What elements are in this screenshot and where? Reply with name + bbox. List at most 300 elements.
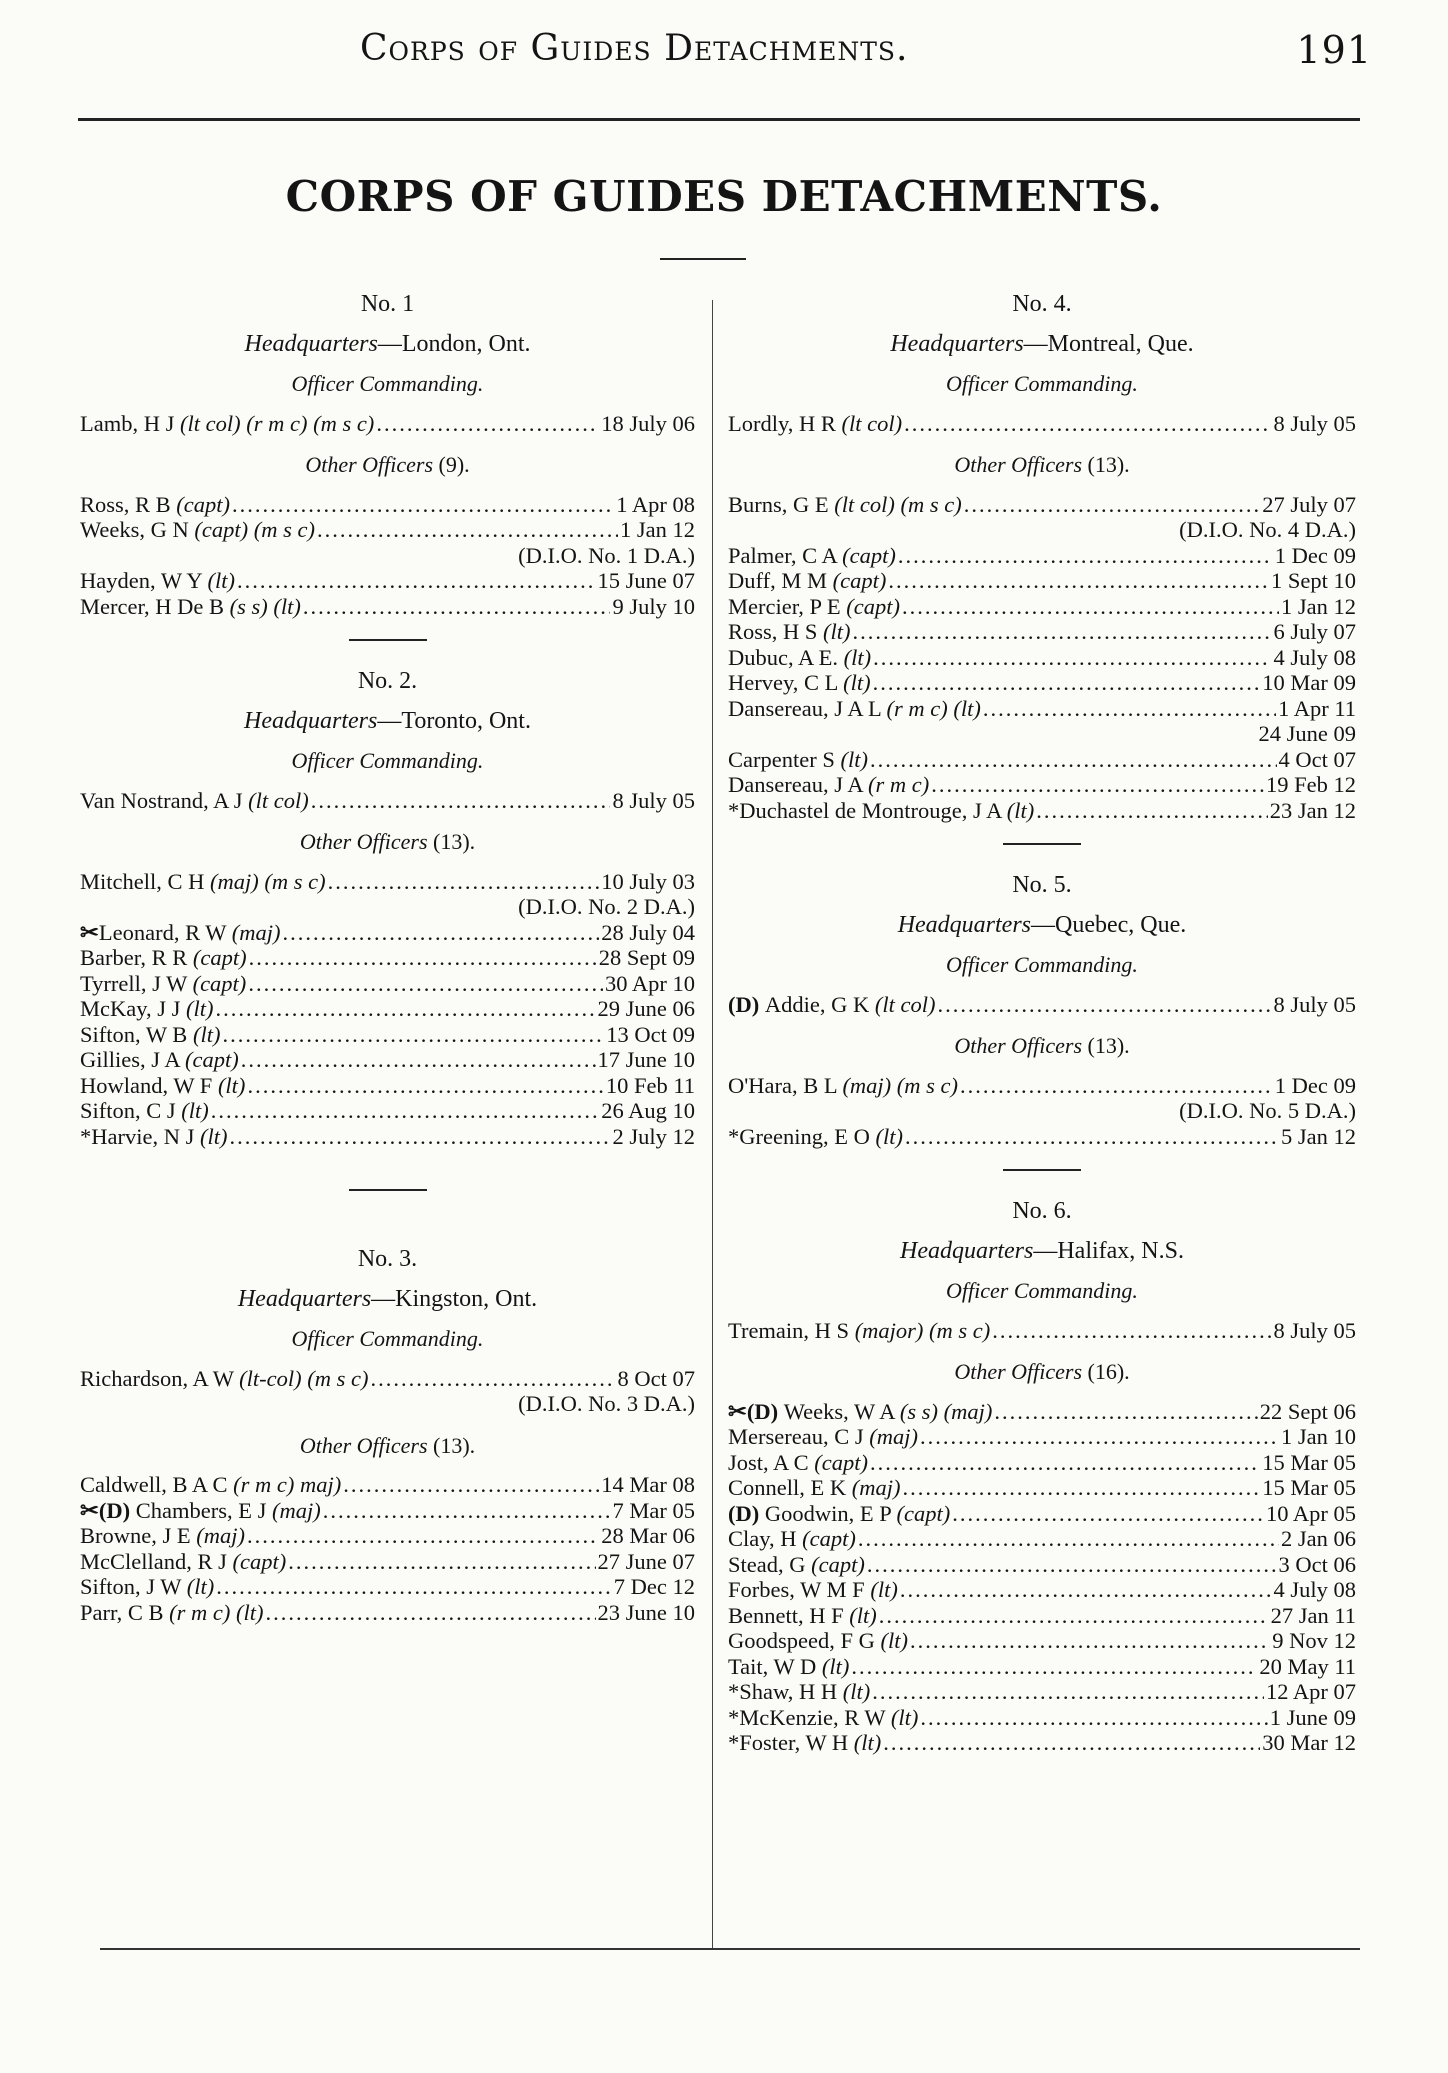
- leader-dots: [867, 1552, 1277, 1578]
- officer-name: *Shaw, H H: [728, 1679, 843, 1704]
- appointment-date: 8 July 05: [1273, 1317, 1356, 1343]
- officer-name: Tremain, H S: [728, 1317, 855, 1343]
- officer-rank: (capt): [232, 1548, 287, 1574]
- page-number: 191: [1296, 28, 1372, 72]
- other-officers-heading: [728, 1359, 1356, 1385]
- officer-name-group: [80, 1574, 214, 1600]
- appointment-date: 19 Feb 12: [1266, 772, 1356, 797]
- appointment-date: 4 July 08: [1273, 644, 1356, 670]
- officer-entry: [728, 1526, 1356, 1552]
- officer-name-group: [728, 772, 929, 798]
- officer-mark: ✂(D): [728, 1398, 784, 1424]
- officer-name: Goodwin, E P: [764, 1500, 897, 1526]
- section-separator: [349, 639, 427, 641]
- leader-dots: [229, 1124, 610, 1150]
- officer-entry: [728, 1450, 1356, 1476]
- headquarters-place: —Halifax, N.S.: [1033, 1237, 1184, 1264]
- officer-name-group: [728, 1399, 992, 1425]
- officer-rank: (r m c) (lt): [886, 695, 981, 721]
- officer-entry: [728, 747, 1356, 773]
- officer-rank: (lt col): [841, 410, 903, 436]
- officer-rank: (lt): [842, 1679, 871, 1704]
- officer-rank: (lt): [823, 619, 851, 644]
- officer-rank: (maj) (m s c): [842, 1072, 959, 1098]
- officer-name-group: [80, 869, 326, 895]
- leader-dots: [903, 1475, 1261, 1501]
- headquarters-place: —Montreal, Que.: [1023, 330, 1194, 357]
- other-officers-heading: [80, 1433, 695, 1459]
- officer-name: Carpenter S: [728, 746, 841, 772]
- officer-name-group: [728, 568, 886, 594]
- leader-dots: [303, 594, 611, 620]
- officer-name-group: [80, 1098, 209, 1124]
- appointment-date: 1 June 09: [1269, 1704, 1356, 1730]
- officer-entry: [728, 1730, 1356, 1756]
- officer-rank: (lt): [181, 1098, 209, 1123]
- appointment-date-continued: 24 June 09: [1258, 721, 1356, 746]
- officer-entry: [80, 517, 695, 543]
- officer-name-group: [728, 543, 896, 569]
- headquarters-label: Headquarters: [237, 1285, 372, 1312]
- officer-name: Burns, G E: [728, 491, 835, 517]
- officer-mark: (D): [728, 991, 765, 1017]
- headquarters-line: [80, 1287, 695, 1313]
- appointment-date: 1 Jan 10: [1281, 1424, 1356, 1449]
- dio-note: (D.I.O. No. 3 D.A.): [518, 1391, 695, 1416]
- leader-dots: [992, 1318, 1271, 1344]
- appointment-date: 1 Dec 09: [1274, 542, 1356, 568]
- officer-rank: (capt): [192, 970, 247, 996]
- officer-rank: (lt col): [248, 787, 309, 813]
- appointment-date: 27 Jan 11: [1270, 1602, 1356, 1628]
- running-head: [360, 28, 1390, 72]
- officer-commanding-label: Officer Commanding.: [946, 952, 1138, 977]
- leader-dots: [283, 920, 600, 946]
- other-officers-count: (13).: [427, 1432, 476, 1458]
- detachment-block: [728, 1199, 1356, 1756]
- officer-name-group: [728, 1526, 856, 1552]
- appointment-date: 2 Jan 06: [1281, 1526, 1356, 1551]
- leader-dots: [858, 1526, 1279, 1552]
- officer-entry: [728, 1654, 1356, 1680]
- headquarters-line: [728, 1239, 1356, 1265]
- appointment-date: 1 Jan 12: [620, 517, 695, 542]
- officer-name-group: [80, 971, 246, 997]
- officer-name: McClelland, R J: [80, 1548, 233, 1574]
- detachment-block: [728, 873, 1356, 1149]
- officer-name: Tait, W D: [728, 1653, 822, 1679]
- appointment-date: 10 July 03: [601, 868, 695, 894]
- officer-name-group: [728, 594, 900, 620]
- officer-rank: (lt): [1006, 797, 1035, 823]
- appointment-date: 1 Sept 10: [1270, 568, 1356, 593]
- officer-name-group: [728, 411, 902, 437]
- officer-rank: (s s) (maj): [899, 1398, 993, 1424]
- leader-dots: [870, 1450, 1260, 1476]
- officer-rank: (maj): [196, 1523, 245, 1548]
- appointment-date: 20 May 11: [1259, 1653, 1356, 1679]
- officer-entry: [80, 1549, 695, 1575]
- officer-name-group: [728, 619, 851, 645]
- other-officers-heading: [80, 452, 695, 478]
- officer-name-group: [728, 1475, 901, 1501]
- officer-name-group: [728, 747, 868, 773]
- officer-entry: [80, 1098, 695, 1124]
- appointment-date: 23 Jan 12: [1269, 797, 1356, 823]
- officer-name: Mersereau, C J: [728, 1424, 870, 1449]
- officer-name: Clay, H: [728, 1526, 803, 1551]
- leader-dots: [328, 869, 600, 895]
- officer-entry: [728, 1577, 1356, 1603]
- other-officers-label: Other Officers: [954, 452, 1083, 477]
- appointment-date: 8 July 05: [1273, 410, 1356, 436]
- leader-dots: [317, 517, 618, 543]
- leader-dots: [883, 1730, 1260, 1756]
- officer-entry: [80, 594, 695, 620]
- officer-name-group: [80, 568, 235, 594]
- other-officers-label: Other Officers: [299, 1432, 428, 1458]
- appointment-date: 15 June 07: [597, 568, 695, 593]
- appointment-date: 9 July 10: [612, 593, 695, 619]
- left-column: [80, 292, 695, 1625]
- officer-rank: (lt col) (m s c): [834, 491, 962, 517]
- officer-rank: (capt): [832, 568, 887, 593]
- officer-entry: [80, 568, 695, 594]
- headquarters-label: Headquarters: [244, 330, 378, 357]
- dio-note: (D.I.O. No. 4 D.A.): [1179, 517, 1356, 542]
- officer-entry: [80, 1472, 695, 1498]
- appointment-date: 1 Apr 11: [1278, 695, 1356, 721]
- officer-commanding-label: Officer Commanding.: [291, 371, 484, 396]
- appointment-date: 8 July 05: [612, 787, 695, 813]
- officer-name-group: [80, 517, 315, 543]
- officer-entry: [728, 1399, 1356, 1425]
- leader-dots: [870, 747, 1277, 773]
- officer-name: Weeks, G N: [80, 517, 195, 542]
- leader-dots: [920, 1424, 1279, 1450]
- officer-entry: [728, 411, 1356, 437]
- other-officers-count: (13).: [427, 829, 476, 854]
- officer-name-group: [728, 1318, 990, 1344]
- officer-commanding-label: Officer Commanding.: [291, 748, 484, 773]
- officer-entry: [80, 1600, 695, 1626]
- leader-dots: [873, 645, 1271, 671]
- officer-name: McKay, J J: [80, 996, 187, 1021]
- officer-name-group: [80, 920, 281, 946]
- leader-dots: [904, 411, 1271, 437]
- officer-entry: [728, 594, 1356, 620]
- officer-name-group: [728, 1073, 958, 1099]
- officer-rank: (maj): [851, 1475, 901, 1500]
- officer-entry: [728, 1318, 1356, 1344]
- officer-name-group: [728, 670, 871, 696]
- officer-entry: [728, 568, 1356, 594]
- detachment-block: [728, 292, 1356, 823]
- officer-name-group: [728, 1705, 918, 1731]
- officer-entry: [728, 492, 1356, 518]
- officer-entry: [728, 1679, 1356, 1705]
- officer-rank: (lt): [186, 1574, 215, 1599]
- appointment-date: 23 June 10: [597, 1599, 695, 1625]
- officer-commanding-heading: [728, 1278, 1356, 1304]
- headquarters-label: Headquarters: [244, 707, 378, 734]
- officer-name-group: [728, 1654, 849, 1680]
- leader-dots: [920, 1705, 1267, 1731]
- officer-entry: [728, 645, 1356, 671]
- officer-name-group: [80, 1523, 245, 1549]
- appointment-date: 18 July 06: [601, 410, 695, 436]
- detachment-number: No. 6.: [1012, 1198, 1072, 1224]
- leader-dots: [248, 971, 603, 997]
- page-title: CORPS OF GUIDES DETACHMENTS.: [285, 172, 1163, 221]
- leader-dots: [898, 543, 1273, 569]
- officer-rank: (lt): [821, 1653, 850, 1679]
- detachment-number: No. 3.: [357, 1246, 418, 1272]
- leader-dots: [851, 1654, 1257, 1680]
- leader-dots: [241, 1047, 596, 1073]
- officer-name: Forbes, W M F: [728, 1577, 871, 1602]
- officer-name: Richardson, A W: [80, 1365, 240, 1391]
- dio-note: (D.I.O. No. 2 D.A.): [518, 894, 695, 919]
- leader-dots: [211, 1098, 599, 1124]
- officer-name: Connell, E K: [728, 1475, 852, 1500]
- officer-entry: [728, 992, 1356, 1018]
- officer-name-group: [728, 1603, 877, 1629]
- officer-entry: [728, 619, 1356, 645]
- officer-entry: [728, 543, 1356, 569]
- dio-note: (D.I.O. No. 5 D.A.): [1179, 1098, 1356, 1123]
- officer-rank: (r m c) maj): [233, 1472, 342, 1497]
- appointment-date: 30 Mar 12: [1262, 1730, 1356, 1755]
- headquarters-place: —London, Ont.: [377, 330, 531, 357]
- section-separator: [1003, 843, 1081, 845]
- officer-entry: [80, 996, 695, 1022]
- officer-rank: (lt): [192, 1021, 221, 1047]
- headquarters-place: —Quebec, Que.: [1031, 911, 1187, 938]
- officer-name-group: [728, 696, 981, 722]
- officer-name: Dansereau, J A L: [728, 695, 887, 721]
- leader-dots: [371, 1366, 616, 1392]
- officer-rank: (lt): [843, 644, 872, 670]
- leader-dots: [902, 594, 1279, 620]
- officer-name: Weeks, W A: [783, 1398, 900, 1424]
- leader-dots: [216, 1574, 612, 1600]
- officer-rank: (lt): [840, 746, 868, 772]
- detachment-block: [80, 1247, 695, 1625]
- officer-name-group: [728, 1501, 950, 1527]
- officer-name-group: [80, 411, 374, 437]
- officer-name: Dansereau, J A: [728, 772, 868, 797]
- appointment-date: 6 July 07: [1273, 619, 1356, 644]
- officer-rank: (s s) (lt): [229, 593, 301, 619]
- officer-entry: [728, 1501, 1356, 1527]
- officer-entry: [80, 492, 695, 518]
- appointment-date: 10 Mar 09: [1262, 670, 1356, 695]
- officer-name: Mercier, P E: [728, 593, 847, 619]
- officer-rank: (lt): [870, 1577, 898, 1602]
- appointment-date: 13 Oct 09: [606, 1021, 695, 1047]
- officer-entry: [728, 1603, 1356, 1629]
- officer-name: Goodspeed, F G: [728, 1628, 881, 1653]
- officer-name: *Foster, W H: [728, 1730, 854, 1755]
- appointment-date: 29 June 06: [597, 996, 695, 1021]
- officer-name-group: [80, 1073, 245, 1099]
- leader-dots: [311, 788, 611, 814]
- appointment-date: 17 June 10: [597, 1047, 695, 1072]
- officer-name-group: [80, 1549, 286, 1575]
- appointment-date: 8 Oct 07: [617, 1365, 695, 1391]
- other-officers-heading: [728, 452, 1356, 478]
- officer-name: Stead, G: [728, 1551, 812, 1577]
- leader-dots: [343, 1472, 599, 1498]
- officer-name-group: [728, 645, 871, 671]
- officer-rank: (lt-col) (m s c): [239, 1365, 369, 1391]
- officer-name: Addie, G K: [764, 991, 875, 1017]
- leader-dots: [265, 1600, 595, 1626]
- officer-rank: (lt): [843, 670, 871, 695]
- officer-rank: (capt) (m s c): [194, 517, 315, 542]
- officer-entry: [728, 670, 1356, 696]
- officer-commanding-heading: [80, 748, 695, 774]
- officer-name: *McKenzie, R W: [728, 1704, 891, 1730]
- officer-name-group: [728, 1577, 898, 1603]
- appointment-date: 7 Dec 12: [613, 1574, 695, 1599]
- officer-name-group: [728, 492, 962, 518]
- officer-entry: [728, 1552, 1356, 1578]
- other-officers-label: Other Officers: [954, 1359, 1083, 1384]
- officer-name: Bennett, H F: [728, 1602, 850, 1628]
- officer-entry: [728, 1424, 1356, 1450]
- officer-name: Tyrrell, J W: [80, 970, 193, 996]
- officer-name: Ross, H S: [728, 619, 824, 644]
- appointment-date: 7 Mar 05: [612, 1497, 695, 1523]
- officer-name: Duff, M M: [728, 568, 833, 593]
- officer-entry: [80, 1523, 695, 1549]
- appointment-date: 1 Dec 09: [1274, 1072, 1356, 1098]
- headquarters-place: —Kingston, Ont.: [371, 1285, 538, 1312]
- officer-name: Jost, A C: [728, 1449, 815, 1475]
- footer-rule: [100, 1948, 1360, 1950]
- officer-name: Hayden, W Y: [80, 568, 208, 593]
- officer-name-group: [80, 1472, 341, 1498]
- officer-name-group: [728, 1124, 903, 1150]
- officer-name: Lordly, H R: [728, 410, 842, 436]
- appointment-date: 27 June 07: [597, 1548, 695, 1574]
- officer-rank: (lt): [849, 1602, 877, 1628]
- officer-name: Dubuc, A E.: [728, 644, 844, 670]
- officer-name: Ross, R B: [80, 491, 177, 517]
- officer-rank: (maj): [271, 1497, 321, 1523]
- headquarters-line: [80, 709, 695, 735]
- officer-name-group: [80, 1047, 239, 1073]
- officer-entry: [80, 788, 695, 814]
- officer-name: Howland, W F: [80, 1072, 218, 1098]
- leader-dots: [964, 492, 1261, 518]
- section-separator: [349, 1189, 427, 1191]
- appointment-date: 8 July 05: [1273, 991, 1356, 1017]
- officer-commanding-label: Officer Commanding.: [946, 1278, 1138, 1303]
- officer-name: Palmer, C A: [728, 542, 843, 568]
- leader-dots: [952, 1501, 1264, 1527]
- leader-dots: [872, 1679, 1264, 1705]
- appointment-date: 27 July 07: [1262, 491, 1356, 517]
- officer-name: Chambers, E J: [135, 1497, 272, 1523]
- column-divider: [712, 300, 713, 1950]
- officer-name: Van Nostrand, A J: [80, 787, 249, 813]
- officer-name-group: [80, 1022, 220, 1048]
- officer-name: Leonard, R W: [98, 919, 232, 945]
- officer-name-group: [80, 1124, 227, 1150]
- officer-rank: (capt): [802, 1526, 856, 1551]
- officer-name-group: [80, 1366, 369, 1392]
- header-rule: [78, 118, 1360, 121]
- officer-name: Lamb, H J: [80, 410, 180, 436]
- officer-name-group: [728, 798, 1034, 824]
- officer-name: Parr, C B: [80, 1599, 170, 1625]
- appointment-date: 15 Mar 05: [1262, 1475, 1356, 1500]
- officer-entry: [80, 1498, 695, 1524]
- officer-rank: (lt): [207, 568, 235, 593]
- other-officers-count: (13).: [1082, 1033, 1130, 1058]
- other-officers-label: Other Officers: [299, 829, 428, 854]
- officer-rank: (major) (m s c): [854, 1317, 991, 1343]
- officer-rank: (lt): [217, 1072, 246, 1098]
- officer-entry: [80, 945, 695, 971]
- officer-name: Sifton, C J: [80, 1098, 182, 1123]
- officer-name-group: [80, 788, 309, 814]
- appointment-date: 9 Nov 12: [1272, 1628, 1356, 1653]
- officer-commanding-heading: [80, 371, 695, 397]
- officer-rank: (capt): [814, 1449, 869, 1475]
- officer-entry: [728, 696, 1356, 722]
- headquarters-label: Headquarters: [900, 1237, 1034, 1264]
- officer-name-group: [728, 1424, 918, 1450]
- officer-rank: (maj) (m s c): [210, 868, 326, 894]
- leader-dots: [937, 992, 1271, 1018]
- officer-name: *Harvie, N J: [80, 1123, 200, 1149]
- officer-entry: [728, 772, 1356, 798]
- leader-dots: [222, 1022, 604, 1048]
- officer-entry: [80, 1047, 695, 1073]
- officer-entry: [80, 1124, 695, 1150]
- officer-name-group: [728, 992, 935, 1018]
- officer-commanding-heading: [80, 1326, 695, 1352]
- appointment-date: 3 Oct 06: [1278, 1551, 1356, 1577]
- appointment-date: 15 Mar 05: [1262, 1449, 1356, 1475]
- officer-entry: [80, 411, 695, 437]
- running-title: Corps of Guides Detachments.: [360, 28, 909, 69]
- officer-entry: [728, 1705, 1356, 1731]
- officer-entry: [80, 1574, 695, 1600]
- leader-dots: [247, 1073, 603, 1099]
- officer-entry: [728, 798, 1356, 824]
- appointment-date: 28 July 04: [601, 919, 695, 945]
- leader-dots: [376, 411, 599, 437]
- title-rule: [660, 258, 746, 260]
- officer-rank: (lt col): [874, 991, 936, 1017]
- leader-dots: [994, 1399, 1257, 1425]
- officer-name: O'Hara, B L: [728, 1072, 843, 1098]
- officer-name: *Duchastel de Montrouge, J A: [728, 797, 1007, 823]
- appointment-date: 26 Aug 10: [601, 1098, 695, 1123]
- officer-name-group: [728, 1450, 868, 1476]
- officer-entry: [728, 1475, 1356, 1501]
- officer-rank: (capt): [846, 593, 900, 619]
- officer-commanding-label: Officer Commanding.: [291, 1326, 484, 1351]
- officer-rank: (capt): [896, 1500, 951, 1526]
- officer-rank: (capt): [842, 542, 896, 568]
- officer-rank: (lt): [880, 1628, 908, 1653]
